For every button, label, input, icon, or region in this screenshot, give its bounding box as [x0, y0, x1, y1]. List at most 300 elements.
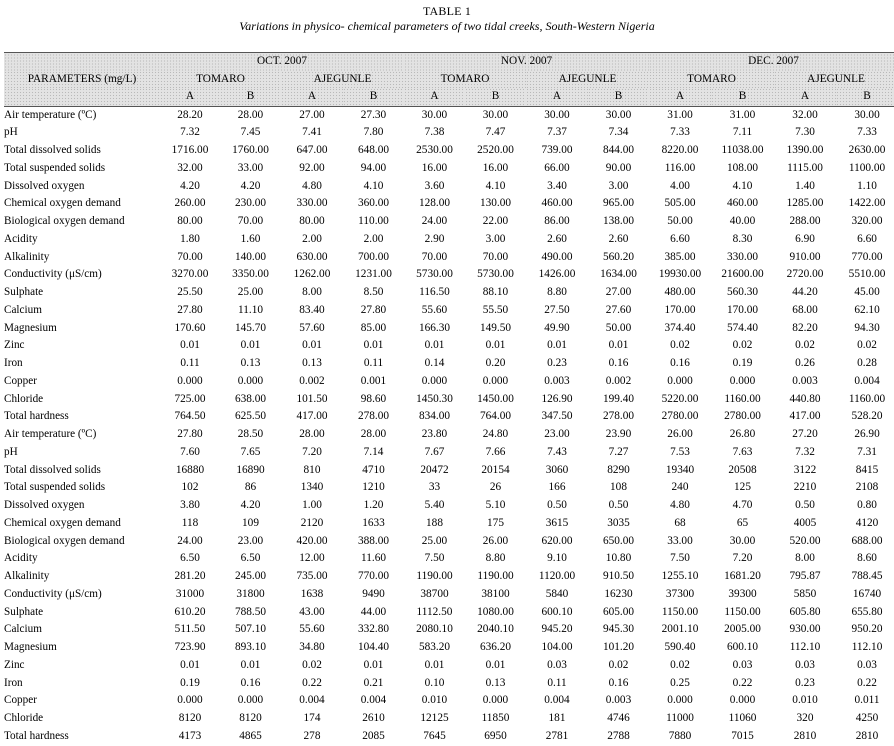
value-cell: 0.50 — [795, 499, 815, 511]
parameter-label: Acidity — [4, 552, 38, 565]
value-cell: 0.003 — [544, 374, 570, 387]
value-cell: 108.00 — [726, 161, 759, 174]
value-cell: 22.00 — [482, 215, 509, 227]
table-row — [4, 320, 894, 338]
value-cell: 0.000 — [482, 694, 509, 707]
value-cell: 288.00 — [789, 215, 821, 227]
value-cell: 26.90 — [854, 428, 880, 440]
value-cell: 3060 — [545, 463, 569, 476]
table-row — [4, 249, 894, 267]
value-cell: 0.003 — [792, 374, 818, 387]
value-cell: 600.10 — [726, 641, 759, 653]
parameter-label: Copper — [4, 374, 37, 387]
value-cell: 92.00 — [299, 161, 325, 174]
value-cell: 278.00 — [357, 410, 390, 423]
value-cell: 574.40 — [726, 321, 759, 334]
value-cell: 0.50 — [608, 499, 629, 511]
value-cell: 0.004 — [854, 374, 880, 387]
value-cell: 1716.00 — [171, 144, 209, 156]
value-cell: 0.16 — [240, 676, 261, 689]
parameter-label: Sulphate — [4, 286, 44, 298]
value-cell: 27.30 — [360, 108, 387, 121]
value-cell: 23.00 — [237, 534, 264, 547]
table-body — [4, 106, 894, 746]
value-cell: 12.00 — [299, 552, 325, 565]
value-cell: 1100.00 — [848, 161, 886, 174]
header-row-sites — [4, 71, 894, 89]
value-cell: 30.00 — [854, 108, 880, 121]
value-cell: 460.00 — [726, 197, 759, 210]
value-cell: 278.00 — [602, 410, 635, 423]
value-cell: 844.00 — [602, 144, 635, 156]
value-cell: 0.000 — [667, 374, 693, 387]
value-cell: 125 — [734, 481, 751, 494]
value-cell: 27.80 — [177, 303, 203, 316]
value-cell: 32.00 — [177, 161, 203, 174]
value-cell: 43.00 — [299, 605, 325, 618]
value-cell: 7.67 — [424, 445, 445, 458]
parameter-label: pH — [4, 126, 18, 139]
value-cell: 7.20 — [302, 445, 322, 458]
value-cell: 0.80 — [857, 499, 877, 511]
value-cell: 230.00 — [234, 197, 267, 210]
value-cell: 560.20 — [602, 250, 635, 263]
value-cell: 2.60 — [547, 232, 567, 245]
value-cell: 1450.00 — [477, 392, 514, 405]
value-cell: 2780.00 — [661, 410, 699, 423]
value-cell: 28.00 — [299, 428, 325, 440]
value-cell: 8.60 — [857, 552, 877, 565]
value-cell: 4120 — [855, 516, 879, 529]
value-cell: 7.65 — [240, 445, 261, 458]
value-cell: 26.80 — [729, 428, 756, 440]
value-cell: 28.50 — [237, 428, 264, 440]
value-cell: 30.00 — [421, 108, 448, 121]
value-cell: 27.80 — [177, 428, 203, 440]
value-cell: 50.00 — [605, 321, 632, 334]
value-cell: 0.13 — [302, 357, 322, 369]
value-cell: 0.000 — [729, 374, 756, 387]
value-cell: 4865 — [239, 729, 262, 742]
value-cell: 0.01 — [302, 339, 322, 352]
header-subcol: A — [649, 88, 711, 106]
parameter-label: Chemical oxygen demand — [4, 197, 121, 210]
value-cell: 112.10 — [789, 641, 821, 653]
value-cell: 27.60 — [605, 303, 632, 316]
value-cell: 85.00 — [360, 321, 387, 334]
header-subcol: B — [836, 88, 894, 106]
value-cell: 2085 — [362, 729, 385, 742]
value-cell: 1638 — [300, 587, 324, 600]
parameter-label: Zinc — [4, 658, 25, 671]
value-cell: 0.01 — [485, 339, 506, 352]
value-cell: 764.00 — [479, 410, 512, 423]
value-cell: 735.00 — [296, 570, 328, 582]
value-cell: 10.80 — [605, 552, 632, 565]
value-cell: 8.50 — [363, 286, 384, 298]
value-cell: 655.80 — [851, 605, 883, 618]
value-cell: 27.80 — [360, 303, 387, 316]
value-cell: 116.00 — [664, 161, 696, 174]
value-cell: 688.00 — [851, 534, 883, 547]
value-cell: 4173 — [178, 729, 202, 742]
value-cell: 630.00 — [296, 250, 328, 263]
value-cell: 0.02 — [795, 339, 815, 352]
header-site: AJEGUNLE — [281, 71, 404, 89]
value-cell: 0.004 — [544, 694, 570, 707]
value-cell: 1633 — [362, 516, 385, 529]
parameter-label: Dissolved oxygen — [4, 499, 85, 511]
parameter-label: Calcium — [4, 623, 42, 636]
table-row — [4, 675, 894, 693]
value-cell: 27.00 — [605, 286, 632, 298]
value-cell: 7880 — [668, 729, 692, 742]
value-cell: 520.00 — [789, 534, 821, 547]
value-cell: 3270.00 — [171, 268, 209, 281]
value-cell: 605.80 — [789, 605, 821, 618]
value-cell: 7.53 — [670, 445, 690, 458]
value-cell: 1150.00 — [724, 605, 761, 618]
table-row — [4, 497, 894, 515]
value-cell: 1426.00 — [538, 268, 576, 281]
value-cell: 8120 — [239, 712, 262, 724]
value-cell: 600.10 — [541, 605, 573, 618]
value-cell: 11038.00 — [721, 144, 764, 156]
value-cell: 0.16 — [608, 676, 629, 689]
value-cell: 68.00 — [792, 303, 818, 316]
value-cell: 638.00 — [234, 392, 267, 405]
table-row — [4, 160, 894, 178]
value-cell: 28.20 — [177, 108, 203, 121]
value-cell: 7.34 — [608, 126, 629, 139]
header-subcol: A — [774, 88, 836, 106]
table-row — [4, 604, 894, 622]
value-cell: 7.30 — [795, 126, 815, 139]
value-cell: 590.40 — [664, 641, 696, 653]
value-cell: 7.31 — [857, 445, 877, 458]
value-cell: 0.01 — [240, 339, 261, 352]
value-cell: 0.02 — [857, 339, 877, 352]
value-cell: 45.00 — [854, 286, 880, 298]
table-caption: Variations in physico- chemical parameters of two tidal creeks, South-Western Nigeria — [239, 19, 655, 33]
value-cell: 965.00 — [602, 197, 635, 210]
value-cell: 5850 — [793, 587, 817, 600]
value-cell: 1390.00 — [786, 144, 824, 156]
value-cell: 16880 — [175, 463, 205, 476]
value-cell: 88.10 — [482, 286, 509, 298]
value-cell: 0.01 — [363, 339, 384, 352]
table-row — [4, 124, 894, 142]
value-cell: 0.22 — [732, 676, 753, 689]
value-cell: 332.80 — [357, 623, 390, 636]
value-cell: 0.003 — [605, 694, 632, 707]
parameter-label: Air temperature (ºC) — [4, 428, 97, 440]
header-month-dec: DEC. 2007 — [649, 53, 894, 71]
value-cell: 70.00 — [482, 250, 509, 263]
value-cell: 20508 — [728, 463, 757, 476]
value-cell: 0.002 — [299, 374, 325, 387]
value-cell: 560.30 — [726, 286, 759, 298]
value-cell: 723.90 — [174, 641, 206, 653]
value-cell: 170.00 — [664, 303, 696, 316]
value-cell: 31800 — [236, 587, 265, 600]
value-cell: 7.38 — [424, 126, 445, 139]
value-cell: 57.60 — [299, 321, 325, 334]
value-cell: 1262.00 — [293, 268, 331, 281]
parameter-label: Chloride — [4, 392, 44, 405]
value-cell: 7.50 — [670, 552, 690, 565]
value-cell: 4.20 — [240, 179, 261, 192]
value-cell: 8.00 — [302, 286, 322, 298]
value-cell: 0.03 — [857, 658, 877, 671]
value-cell: 6.60 — [670, 232, 690, 245]
value-cell: 68 — [674, 516, 686, 529]
value-cell: 1115.00 — [787, 161, 823, 174]
value-cell: 3.00 — [485, 232, 506, 245]
value-cell: 0.11 — [363, 357, 384, 369]
value-cell: 605.00 — [602, 605, 635, 618]
value-cell: 330.00 — [726, 250, 759, 263]
value-cell: 140.00 — [234, 250, 267, 263]
value-cell: 440.80 — [789, 392, 821, 405]
value-cell: 25.00 — [237, 286, 264, 298]
value-cell: 0.14 — [424, 357, 445, 369]
value-cell: 0.13 — [240, 357, 261, 369]
value-cell: 11.60 — [361, 552, 386, 565]
value-cell: 5730.00 — [477, 268, 514, 281]
table-row — [4, 692, 894, 710]
value-cell: 3122 — [793, 463, 817, 476]
value-cell: 417.00 — [296, 410, 328, 423]
header-row-subcols — [4, 88, 894, 106]
value-cell: 620.00 — [541, 534, 573, 547]
value-cell: 126.90 — [541, 392, 573, 405]
value-cell: 0.11 — [180, 357, 200, 369]
value-cell: 0.20 — [485, 357, 506, 369]
value-cell: 480.00 — [664, 286, 696, 298]
parameter-label: Dissolved oxygen — [4, 179, 85, 192]
value-cell: 945.30 — [602, 623, 635, 636]
table-title: TABLE 1 — [422, 4, 472, 18]
value-cell: 0.01 — [608, 339, 629, 352]
value-cell: 528.20 — [851, 410, 883, 423]
table-row — [4, 284, 894, 302]
value-cell: 30.00 — [729, 534, 756, 547]
table-row — [4, 657, 894, 675]
value-cell: 8220.00 — [661, 144, 699, 156]
value-cell: 94.30 — [854, 321, 880, 334]
parameter-label: Magnesium — [4, 641, 57, 653]
value-cell: 26 — [489, 481, 502, 494]
parameter-label: Sulphate — [4, 605, 44, 618]
value-cell: 0.19 — [732, 357, 753, 369]
value-cell: 0.23 — [547, 357, 567, 369]
value-cell: 2.00 — [363, 232, 384, 245]
value-cell: 330.00 — [296, 197, 328, 210]
value-cell: 0.22 — [857, 676, 877, 689]
value-cell: 4005 — [793, 516, 817, 529]
value-cell: 86 — [244, 481, 257, 494]
value-cell: 4.20 — [240, 499, 261, 511]
value-cell: 0.000 — [237, 694, 264, 707]
value-cell: 278 — [303, 729, 321, 742]
value-cell: 7645 — [423, 729, 446, 742]
value-cell: 19340 — [665, 463, 695, 476]
header-row-months — [4, 53, 894, 71]
value-cell: 1340 — [300, 481, 324, 494]
table-row — [4, 231, 894, 249]
value-cell: 739.00 — [541, 144, 573, 156]
value-cell: 3615 — [545, 516, 569, 529]
data-table — [4, 52, 894, 746]
value-cell: 0.28 — [857, 357, 877, 369]
value-cell: 511.50 — [174, 623, 206, 636]
value-cell: 98.60 — [360, 392, 387, 405]
header-subcol: B — [711, 88, 774, 106]
table-row — [4, 195, 894, 213]
value-cell: 16230 — [604, 587, 633, 600]
value-cell: 0.01 — [424, 658, 445, 671]
value-cell: 240 — [671, 481, 689, 494]
value-cell: 4250 — [855, 712, 879, 724]
value-cell: 648.00 — [357, 144, 390, 156]
value-cell: 1681.20 — [724, 570, 761, 582]
value-cell: 62.10 — [854, 303, 880, 316]
parameter-label: Total hardness — [4, 410, 69, 423]
value-cell: 764.50 — [174, 410, 206, 423]
value-cell: 40.00 — [729, 215, 756, 227]
value-cell: 2120 — [300, 516, 324, 529]
value-cell: 7.66 — [485, 445, 506, 458]
value-cell: 66.00 — [544, 161, 570, 174]
value-cell: 0.02 — [670, 658, 690, 671]
value-cell: 3035 — [607, 516, 630, 529]
value-cell: 8.00 — [795, 552, 815, 565]
parameter-label: Total dissolved solids — [4, 463, 101, 476]
value-cell: 625.50 — [234, 410, 267, 423]
value-cell: 8120 — [178, 712, 202, 724]
value-cell: 4710 — [362, 463, 385, 476]
value-cell: 2788 — [607, 729, 630, 742]
value-cell: 25.50 — [177, 286, 203, 298]
value-cell: 70.00 — [237, 215, 264, 227]
value-cell: 4746 — [607, 712, 630, 724]
table-row — [4, 462, 894, 480]
value-cell: 490.00 — [541, 250, 573, 263]
value-cell: 2040.10 — [477, 623, 514, 636]
value-cell: 2530.00 — [416, 144, 453, 156]
parameter-label: Biological oxygen demand — [4, 534, 125, 547]
value-cell: 27.00 — [299, 108, 325, 121]
value-cell: 37300 — [665, 587, 695, 600]
value-cell: 50.00 — [667, 215, 693, 227]
header-subcol: A — [160, 88, 220, 106]
value-cell: 11.10 — [238, 303, 263, 316]
value-cell: 104.40 — [357, 641, 390, 653]
value-cell: 16.00 — [421, 161, 448, 174]
value-cell: 7.47 — [485, 126, 506, 139]
table-row — [4, 586, 894, 604]
value-cell: 0.01 — [485, 658, 506, 671]
value-cell: 388.00 — [357, 534, 390, 547]
value-cell: 0.11 — [547, 676, 567, 689]
value-cell: 1285.00 — [786, 197, 824, 210]
table-row — [4, 302, 894, 320]
value-cell: 0.16 — [670, 357, 690, 369]
value-cell: 2520.00 — [477, 144, 514, 156]
value-cell: 4.10 — [363, 179, 384, 192]
header-site: AJEGUNLE — [526, 71, 649, 89]
value-cell: 145.70 — [234, 321, 267, 334]
table-row — [4, 373, 894, 391]
value-cell: 950.20 — [851, 623, 883, 636]
header-subcol: B — [465, 88, 526, 106]
value-cell: 0.03 — [795, 658, 815, 671]
header-subcol: A — [281, 88, 343, 106]
value-cell: 0.000 — [729, 694, 756, 707]
table-row — [4, 710, 894, 728]
value-cell: 2610 — [362, 712, 385, 724]
parameter-label: Acidity — [4, 232, 38, 245]
value-cell: 4.70 — [732, 499, 753, 511]
header-site: TOMARO — [160, 71, 281, 89]
value-cell: 893.10 — [234, 641, 267, 653]
value-cell: 25.00 — [421, 534, 448, 547]
header-subcol: B — [588, 88, 649, 106]
table-row — [4, 639, 894, 657]
value-cell: 82.20 — [792, 321, 818, 334]
value-cell: 0.19 — [180, 676, 200, 689]
header-subcol: A — [526, 88, 588, 106]
header-subcol: B — [343, 88, 404, 106]
value-cell: 112.10 — [851, 641, 883, 653]
table-row — [4, 408, 894, 426]
value-cell: 20472 — [420, 463, 449, 476]
value-cell: 1190.00 — [477, 570, 514, 582]
value-cell: 360.00 — [357, 197, 390, 210]
value-cell: 30.00 — [605, 108, 632, 121]
table-row — [4, 621, 894, 639]
value-cell: 7.20 — [732, 552, 753, 565]
value-cell: 34.80 — [299, 641, 325, 653]
value-cell: 0.02 — [670, 339, 690, 352]
value-cell: 3350.00 — [232, 268, 269, 281]
value-cell: 2001.10 — [661, 623, 699, 636]
value-cell: 3.40 — [547, 179, 567, 192]
value-cell: 4.20 — [180, 179, 200, 192]
value-cell: 0.000 — [667, 694, 693, 707]
value-cell: 5730.00 — [416, 268, 453, 281]
value-cell: 80.00 — [299, 215, 325, 227]
value-cell: 6.50 — [240, 552, 261, 565]
value-cell: 770.00 — [357, 570, 390, 582]
value-cell: 7.43 — [547, 445, 567, 458]
value-cell: 0.03 — [547, 658, 567, 671]
table-row — [4, 178, 894, 196]
value-cell: 44.20 — [792, 286, 818, 298]
header-site: AJEGUNLE — [774, 71, 894, 89]
value-cell: 4.10 — [485, 179, 506, 192]
value-cell: 86.00 — [544, 215, 570, 227]
value-cell: 0.22 — [302, 676, 322, 689]
value-cell: 9490 — [362, 587, 385, 600]
table-row — [4, 533, 894, 551]
table-row — [4, 337, 894, 355]
value-cell: 7.45 — [240, 126, 261, 139]
table-row — [4, 479, 894, 497]
value-cell: 94.00 — [360, 161, 387, 174]
value-cell: 174 — [303, 712, 321, 724]
